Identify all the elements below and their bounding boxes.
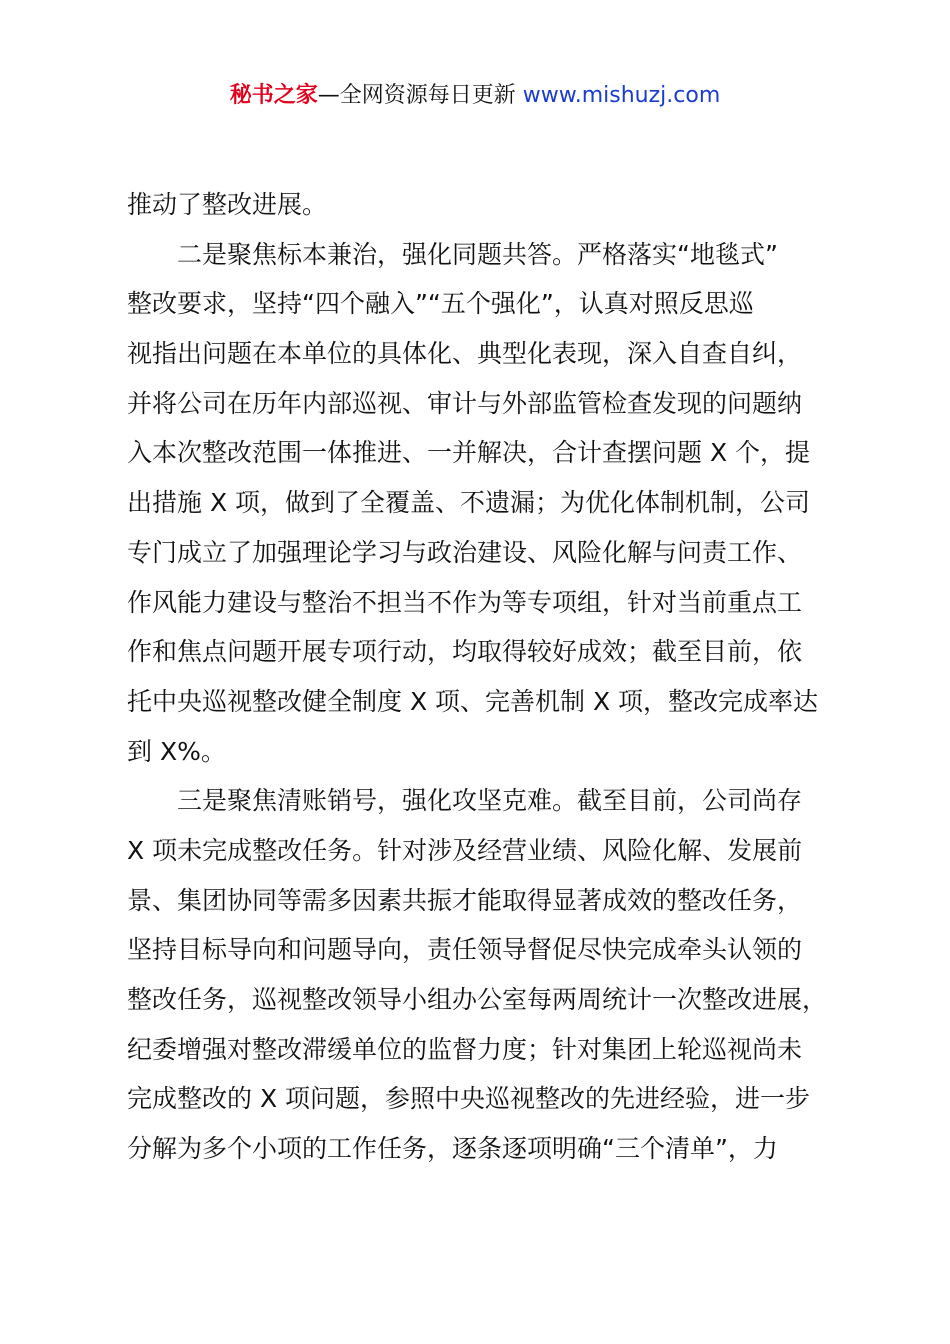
text-line: 作风能力建设与整治不担当不作为等专项组，针对当前重点工 xyxy=(127,587,803,617)
text-line: 整改要求，坚持“四个融入”“五个强化”，认真对照反思巡 xyxy=(127,289,754,319)
text-line: 纪委增强对整改滞缓单位的监督力度；针对集团上轮巡视尚未 xyxy=(127,1034,803,1064)
document-body xyxy=(127,180,832,1174)
text-line: 入本次整改范围一体推进、一并解决，合计查摆问题 X 个，提 xyxy=(127,438,811,468)
text-line: 并将公司在历年内部巡视、审计与外部监管检查发现的问题纳 xyxy=(127,388,803,418)
text-line: 专门成立了加强理论学习与政治建设、风险化解与问责工作、 xyxy=(127,537,803,567)
paragraph-start-line: 三是聚焦清账销号，强化攻坚克难。截至目前，公司尚存 xyxy=(177,786,803,816)
text-line: 整改任务，巡视整改领导小组办公室每两周统计一次整改进展， xyxy=(127,985,828,1014)
text-line: 推动了整改进展。 xyxy=(127,190,328,219)
text-line: 作和焦点问题开展专项行动，均取得较好成效；截至目前，依 xyxy=(127,637,803,667)
text-line: 出措施 X 项，做到了全覆盖、不遗漏；为优化体制机制，公司 xyxy=(127,488,811,518)
text-line: 分解为多个小项的工作任务，逐条逐项明确“三个清单”，力 xyxy=(127,1134,778,1164)
site-header xyxy=(0,80,950,112)
site-url-link[interactable]: www.mishuzj.com xyxy=(522,83,721,108)
text-line: 完成整改的 X 项问题，参照中央巡视整改的先进经验，进一步 xyxy=(127,1084,811,1114)
text-line: 视指出问题在本单位的具体化、典型化表现，深入自查自纠， xyxy=(127,339,803,369)
text-line: X 项未完成整改任务。针对涉及经营业绩、风险化解、发展前 xyxy=(127,835,803,865)
text-line: 托中央巡视整改健全制度 X 项、完善机制 X 项，整改完成率达 xyxy=(127,686,819,716)
text-line: 景、集团协同等需多因素共振才能取得显著成效的整改任务， xyxy=(127,885,803,915)
text-line: 坚持目标导向和问题导向，责任领导督促尽快完成牵头认领的 xyxy=(127,935,803,965)
site-brand: 秘书之家 xyxy=(229,83,318,108)
paragraph-start-line: 二是聚焦标本兼治，强化同题共答。严格落实“地毯式” xyxy=(177,239,778,269)
site-tagline: —全网资源每日更新 xyxy=(317,83,516,108)
text-line: 到 X%。 xyxy=(127,736,226,766)
